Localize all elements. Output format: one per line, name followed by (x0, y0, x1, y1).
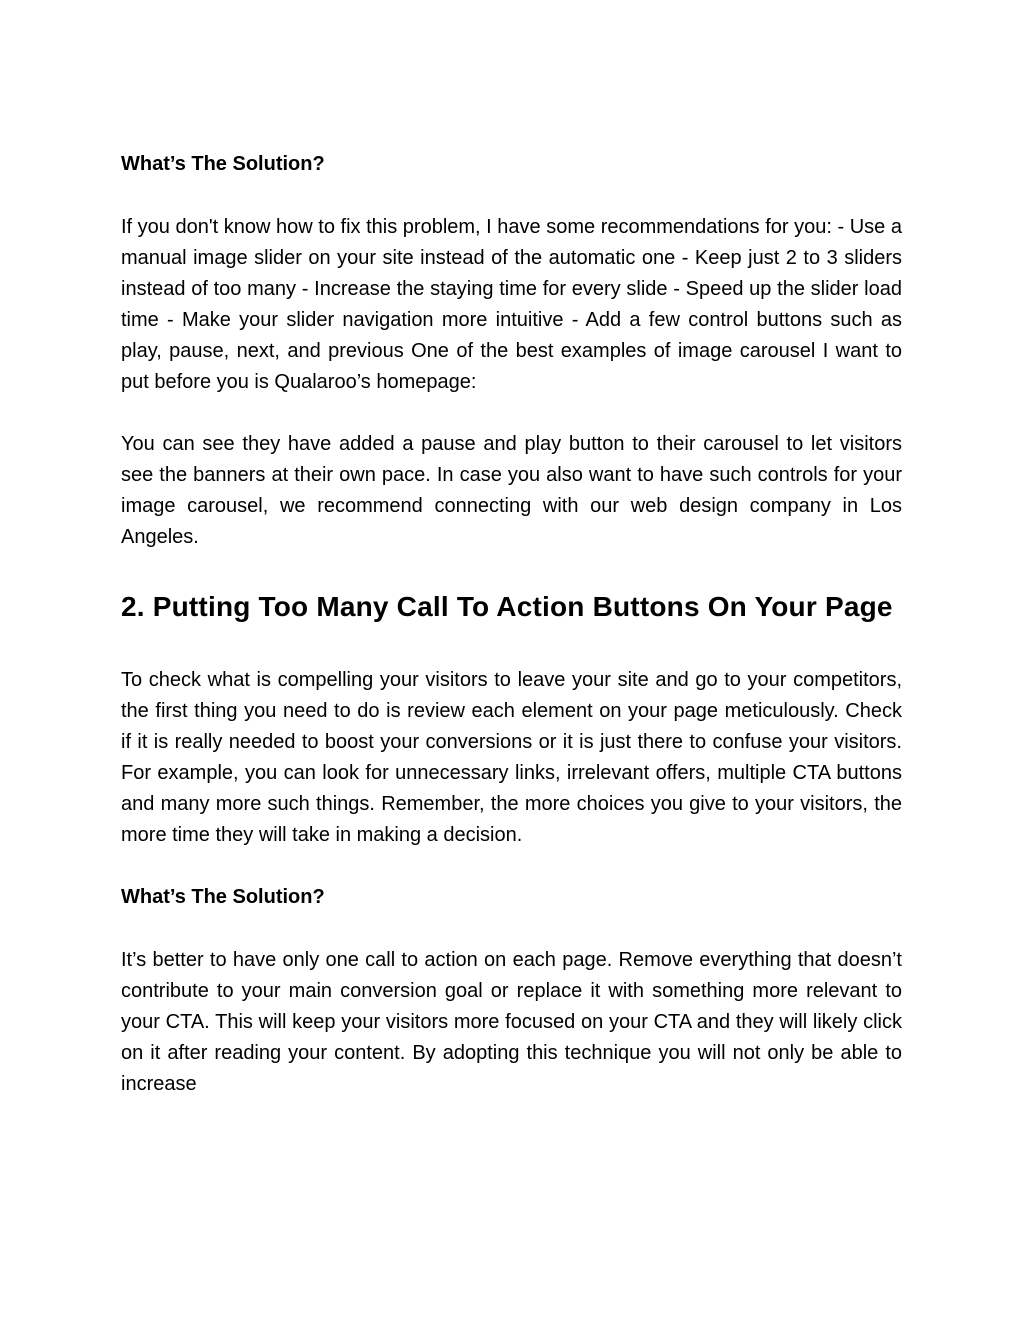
section-heading-cta: 2. Putting Too Many Call To Action Buttons On Your Page (121, 591, 893, 622)
subheading-solution-2: What’s The Solution? (121, 886, 325, 908)
document-page (121, 149, 902, 1100)
paragraph-review-elements: To check what is compelling your visitors to leave your site and go to your competitors, the first thing you need to do is review each element on your page meticulously. Check if it is really needed to boost your conversions or it is just there to confuse your visitors. For example, you can look for unnecessary links, irrelevant offers, multiple CTA buttons and many more such things. Remember, the more choices you give to your visitors, the more time they will take in making a decision. (121, 669, 902, 846)
paragraph-recommendations: If you don't know how to fix this problem, I have some recommendations for you: - Use a manual image slider on your site instead of the automatic one - Keep just 2 to 3 sliders instead of too many - Increase the staying time for every slide - Speed up the slider load time - Make your slider navigation more intuitive - Add a few control buttons such as play, pause, next, and previous One of the best examples of image carousel I want to put before you is Qualaroo’s homepage: (121, 216, 902, 393)
subheading-solution-1: What’s The Solution? (121, 153, 325, 175)
paragraph-single-cta: It’s better to have only one call to action on each page. Remove everything that doesn’t contribute to your main conversion goal or replace it with something more relevant to your CTA. This will keep your visitors more focused on your CTA and they will likely click on it after reading your content. By adopting this technique you will not only be able to increase (121, 949, 902, 1095)
paragraph-carousel-controls: You can see they have added a pause and play button to their carousel to let visitors see the banners at their own pace. In case you also want to have such controls for your image carousel, we recommend connecting with our web design company in Los Angeles. (121, 433, 902, 548)
